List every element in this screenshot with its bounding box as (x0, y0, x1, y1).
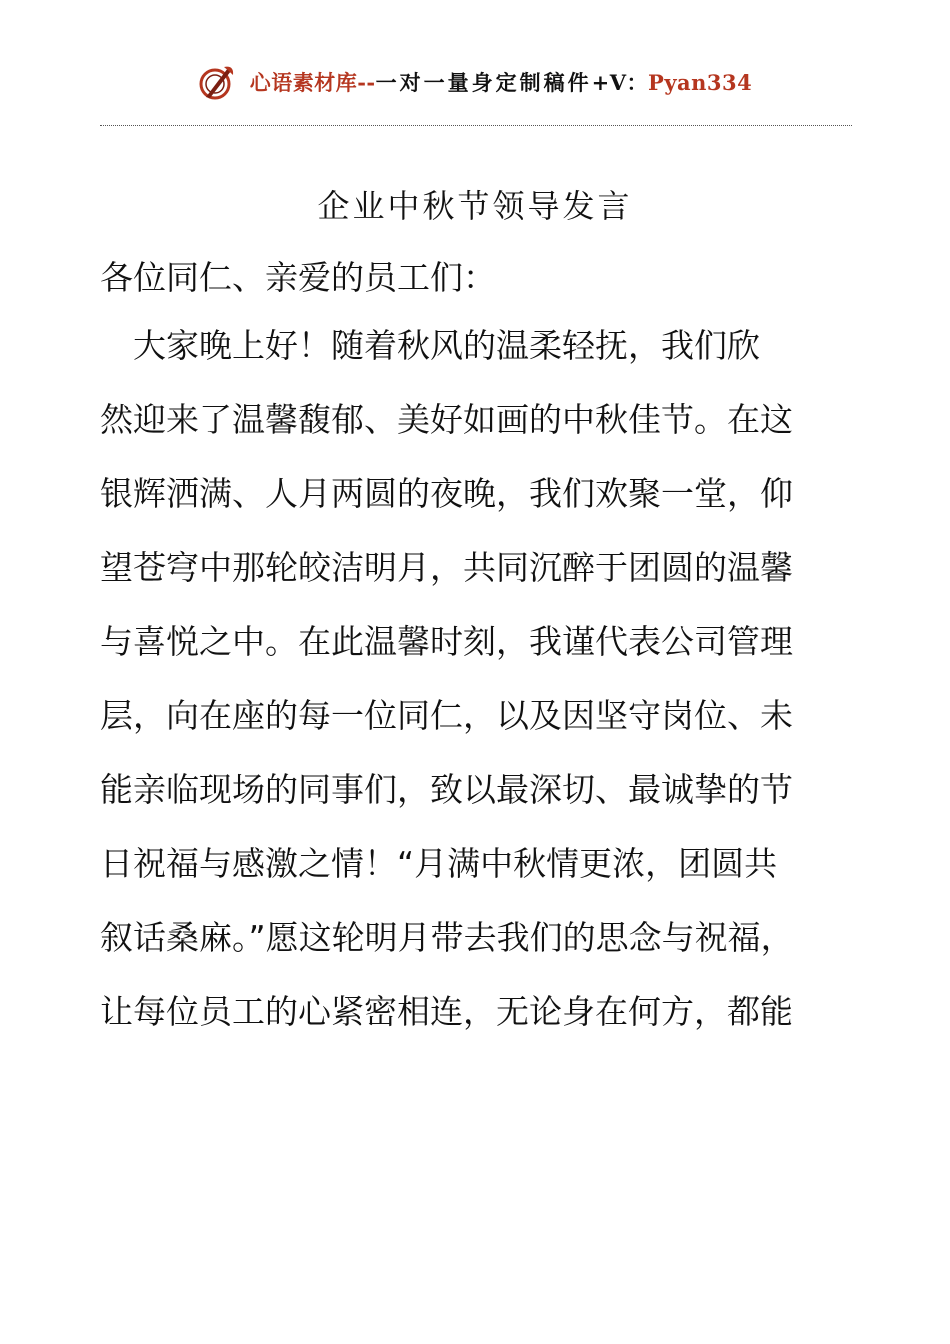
header-text (250, 67, 753, 97)
quill-pen-logo-icon (198, 63, 236, 101)
header-slogan: 一对一量身定制稿件 (375, 70, 592, 95)
brand-name: 心语素材库 (249, 70, 358, 95)
body-line: 层，向在座的每一位同仁，以及因坚守岗位、未 (100, 696, 793, 735)
body-line: 望苍穹中那轮皎洁明月，共同沉醉于团圆的温馨 (100, 548, 793, 587)
body-line: 与喜悦之中。在此温馨时刻，我谨代表公司管理 (100, 622, 793, 661)
body-line: 让每位员工的心紧密相连，无论身在何方，都能 (100, 992, 793, 1031)
document-title: 企业中秋节领导发言 (317, 187, 633, 225)
page-header (0, 58, 950, 106)
body-line: 大家晚上好！随着秋风的温柔轻抚，我们欣 (100, 326, 760, 365)
header-divider (100, 125, 852, 126)
greeting-line: 各位同仁、亲爱的员工们： (100, 258, 496, 297)
body-line: 叙话桑麻。”愿这轮明月带去我们的思念与祝福， (100, 918, 794, 957)
body-line: 银辉洒满、人月两圆的夜晚，我们欢聚一堂，仰 (100, 474, 793, 513)
contact-prefix: +V： (591, 70, 649, 95)
contact-id: Pyan334 (648, 70, 753, 95)
body-line: 然迎来了温馨馥郁、美好如画的中秋佳节。在这 (100, 400, 793, 439)
header-separator: -- (357, 70, 376, 95)
body-line: 日祝福与感激之情！“月满中秋情更浓，团圆共 (100, 844, 778, 883)
document-body (100, 250, 870, 1058)
body-line: 能亲临现场的同事们，致以最深切、最诚挚的节 (100, 770, 793, 809)
